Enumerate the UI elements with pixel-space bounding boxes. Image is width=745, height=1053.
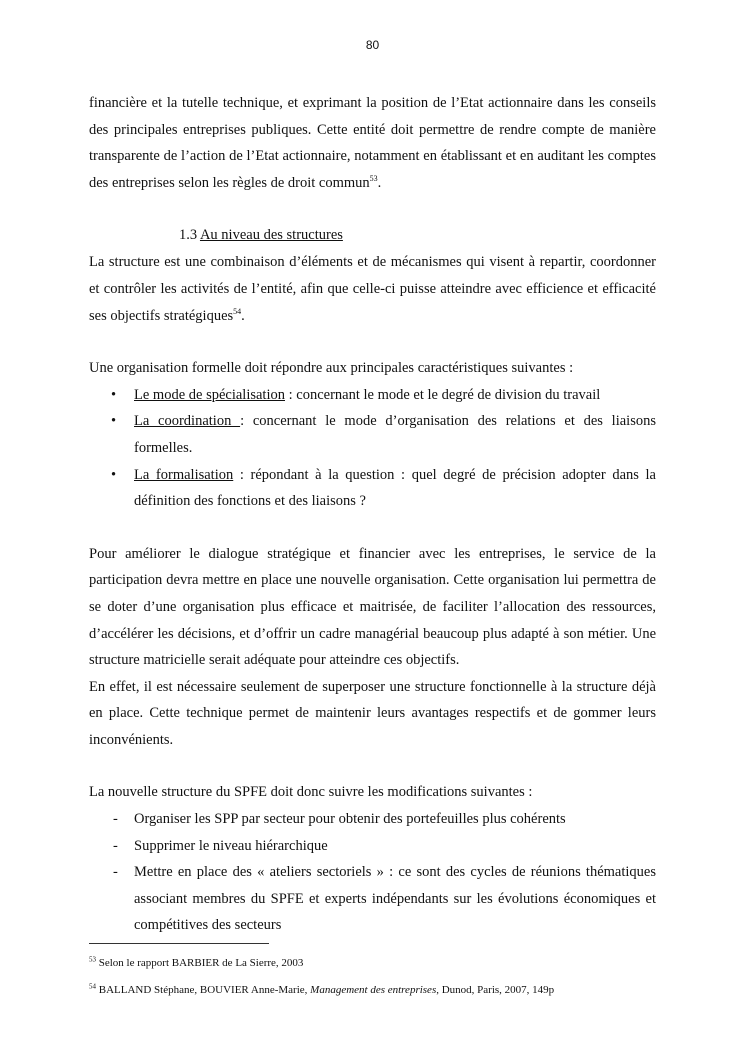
modifications-intro: La nouvelle structure du SPFE doit donc suivre les modifications suivantes : <box>89 784 533 801</box>
intro-paragraph: financière et la tutelle technique, et exprimant la position de l’Etat actionnaire dans les conseils des principales entreprises publiques. Cette entité doit permettre de rendre compte de manière transparente de l’action de l’Etat actionnaire, notamment en établissant et en auditant les comptes des entreprises selon les règles de droit commun$^{53}$. <box>89 95 656 191</box>
footnote-divider <box>89 943 269 944</box>
list-item-term: La coordination <box>134 413 241 430</box>
page-number: 80 <box>365 38 380 52</box>
dash-icon: - <box>113 811 118 828</box>
section-heading <box>89 222 656 249</box>
list-item-desc: : concernant le mode d’organisation des relations et des liaisons formelles. <box>134 413 656 456</box>
effect-paragraph: En effet, il est nécessaire seulement de superposer une structure fonctionnelle à la structure déjà en place. Cette technique permet de maintenir leurs avantages respectifs et de gommer leurs inconvénients. <box>89 678 656 748</box>
list-item <box>89 408 656 461</box>
bullet-icon: • <box>111 386 117 403</box>
list-item-desc: : concernant le mode et le degré de division du travail <box>285 386 601 403</box>
list-item: - Supprimer le niveau hiérarchique <box>89 833 656 860</box>
list-item <box>89 382 656 409</box>
bullet-icon: • <box>111 466 117 483</box>
list-item: - Mettre en place des « ateliers sectoriels » : ce sont des cycles de réunions thématiques associant membres du SPFE et experts indépendants sur les évolutions économiques et compétitives des secteurs <box>89 859 656 939</box>
page-body <box>89 90 656 939</box>
bullet-icon: • <box>111 413 117 430</box>
structure-paragraph: La structure est une combinaison d’éléments et de mécanismes qui visent à repartir, coordonner et contrôler les activités de l’entité, afin que celle-ci puisse atteindre avec efficience et efficacité ses objectifs stratégiques$^{54}$. <box>89 254 656 324</box>
dash-icon: - <box>113 837 118 854</box>
section-title: Au niveau des structures <box>199 227 343 244</box>
dialogue-paragraph: Pour améliorer le dialogue stratégique et financier avec les entreprises, le service de la participation devra mettre en place une nouvelle organisation. Cette organisation lui permettra de se doter d’une organisation plus efficace et maitrisée, de faciliter l’allocation des ressources, d’accélérer les décisions, et d’offrir un cadre managérial beaucoup plus adapté à son métier. Une structure matricielle serait adéquate pour atteindre ces objectifs. <box>89 545 656 669</box>
list-item-term: La formalisation <box>134 466 234 483</box>
footnote-ref-53[interactable]: 53 <box>369 173 378 183</box>
footnote-54: $^{54}$ BALLAND Stéphane, BOUVIER Anne-Marie, Management des entreprises, Dunod, Paris, 2007, 149p <box>89 981 555 996</box>
modifications-list <box>89 806 656 939</box>
footnote-53: $^{53}$ Selon le rapport BARBIER de La Sierre, 2003 <box>89 955 304 969</box>
list-item <box>89 462 656 515</box>
list-item-term: Le mode de spécialisation <box>134 386 285 403</box>
dash-icon: - <box>113 864 118 881</box>
characteristics-intro: Une organisation formelle doit répondre aux principales caractéristiques suivantes : <box>89 360 574 377</box>
list-item: - Organiser les SPP par secteur pour obtenir des portefeuilles plus cohérents <box>89 806 656 833</box>
footnotes <box>89 950 689 1003</box>
section-number: 1.3 <box>179 227 198 244</box>
footnote-ref-54[interactable]: 54 <box>233 306 242 316</box>
characteristics-list <box>89 382 656 515</box>
list-item-desc: : répondant à la question : quel degré de précision adopter dans la définition des fonctions et des liaisons ? <box>134 466 656 510</box>
